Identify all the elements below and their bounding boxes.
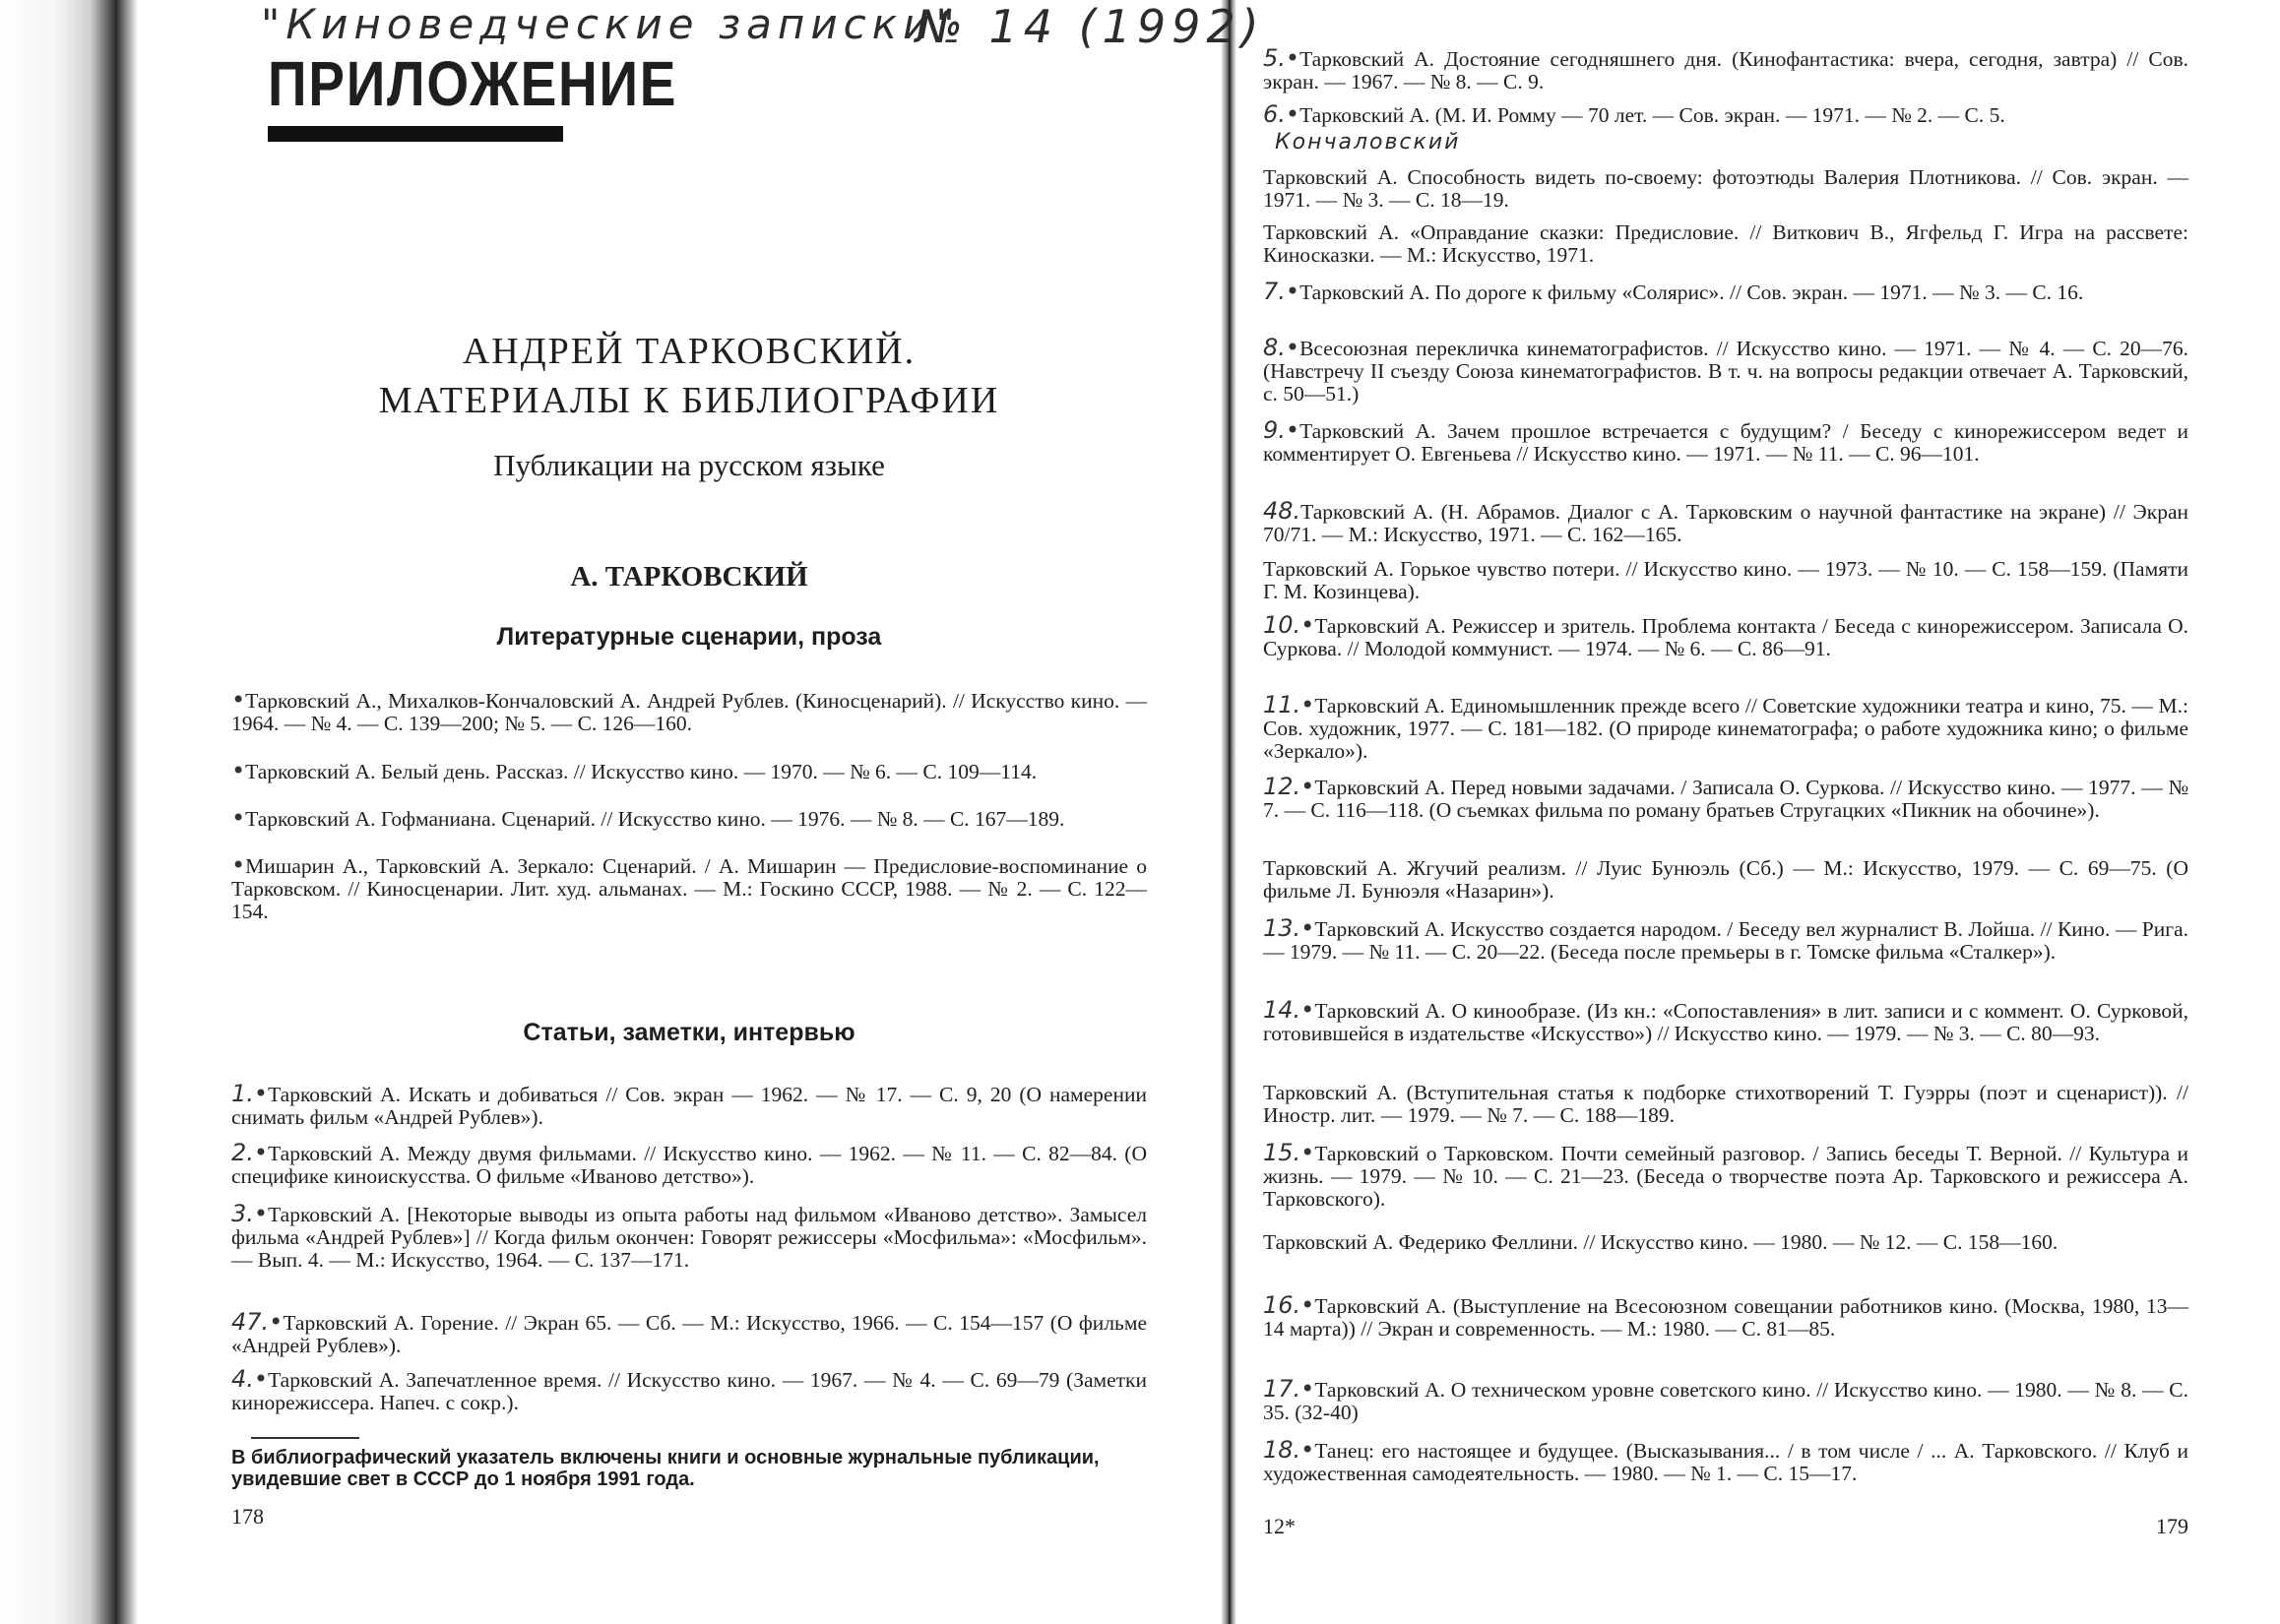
- entry-mark: •: [231, 757, 246, 784]
- list-item: [1263, 1081, 2188, 1127]
- entry-text: Тарковский А. Гофманиана. Сценарий. // Искусство кино. — 1976. — № 8. — С. 167—189.: [245, 807, 1065, 831]
- entry-text: Тарковский А. «Оправдание сказки: Предисловие. // Виткович В., Ягфельд Г. Игра на рассвете: Киносказки. — М.: Искусство, 1971.: [1263, 220, 2188, 267]
- list-item: [1263, 497, 2188, 546]
- entry-text: Тарковский А. Режиссер и зритель. Проблема контакта / Беседа с кинорежиссером. Записала О. Суркова. // Молодой коммунист. — 1974. — № 6. — С. 86—91.: [1263, 614, 2188, 660]
- entry-mark: 1.•: [231, 1080, 269, 1107]
- entry-text: Тарковский А. О кинообразе. (Из кн.: «Сопоставления» в лит. записи и с коммент. О. Сурковой, готовившейся в издательстве «Искусство») // Искусство кино. — 1979. — № 3. — С. 80—93.: [1263, 999, 2188, 1045]
- list-item: [1263, 1139, 2188, 1211]
- entry-text: Тарковский А. [Некоторые выводы из опыта работы над фильмом «Иваново детство». Замысел фильма «Андрей Рублев»] // Когда фильм окончен: Говорят режиссеры «Мосфильма»: «Мосфильм». — Вып. 4. — М.: Искусство, 1964. — С. 137—171.: [231, 1203, 1147, 1272]
- entry-mark: 47.•: [231, 1308, 284, 1336]
- entry-mark: 9.•: [1263, 416, 1300, 444]
- entry-text: Мишарин А., Тарковский А. Зеркало: Сценарий. / А. Мишарин — Предисловие-воспоминание о Тарковском. // Киносценарии. Лит. худ. альманах. — М.: Госкино СССР, 1988. — № 2. — С. 122—154.: [231, 854, 1147, 923]
- list-item: [1263, 278, 2188, 305]
- handwritten-issue-note: № 14 (1992): [916, 0, 1265, 53]
- entry-text: Тарковский А. (Н. Абрамов. Диалог с А. Тарковским о научной фантастике на экране) // Экран 70/71. — М.: Искусство, 1971. — С. 162—165.: [1263, 500, 2188, 546]
- entry-text: Тарковский А., Михалков-Кончаловский А. Андрей Рублев. (Киносценарий). // Искусство кино. — 1964. — № 4. — С. 139—200; № 5. — С. 126—160.: [231, 689, 1147, 735]
- list-item: [1263, 416, 2188, 466]
- entry-mark: 17.•: [1263, 1375, 1315, 1403]
- list-item: [1263, 611, 2188, 660]
- list-item: [1263, 165, 2188, 212]
- page-gutter: [1221, 0, 1236, 1624]
- list-item: [231, 757, 1147, 784]
- entry-text: Тарковский А. Искусство создается народом. / Беседу вел журналист В. Лойша. // Кино. — Рига. — 1979. — № 11. — С. 20—22. (Беседа после премьеры в г. Томске фильма «Сталкер»).: [1263, 917, 2188, 964]
- entry-mark: 16.•: [1263, 1291, 1315, 1319]
- entry-mark: 8.•: [1263, 334, 1300, 361]
- entry-text: Танец: его настоящее и будущее. (Высказывания... / в том числе / ... А. Тарковского. // Клуб и художественная самодеятельность. — 1980. — № 1. — С. 15—17.: [1263, 1439, 2188, 1485]
- entry-text: Тарковский А. Запечатленное время. // Искусство кино. — 1967. — № 4. — С. 69—79 (Заметки кинорежиссера. Напеч. с сокр.).: [231, 1368, 1147, 1414]
- list-item: [1263, 220, 2188, 267]
- list-item: [231, 804, 1147, 832]
- list-item: [231, 851, 1147, 923]
- entry-text: Тарковский А. Жгучий реализм. // Луис Бунюэль (Сб.) — М.: Искусство, 1979. — С. 69—75. (О фильме Л. Бунюэля «Назарин»).: [1263, 856, 2188, 903]
- entry-text: Тарковский А. Перед новыми задачами. / Записала О. Суркова. // Искусство кино. — 1977. — № 7. — С. 116—118. (О съемках фильма по роману братьев Стругацких «Пикник на обочине»).: [1263, 776, 2188, 822]
- entry-text: Тарковский А. По дороге к фильму «Солярис». // Сов. экран. — 1971. — № 3. — С. 16.: [1299, 281, 2084, 304]
- list-item: [1263, 1291, 2188, 1341]
- appendix-heading: ПРИЛОЖЕНИЕ: [268, 48, 678, 119]
- entry-text: Тарковский о Тарковском. Почти семейный разговор. / Запись беседы Т. Верной. // Культура и жизнь. — 1979. — № 10. — С. 21—23. (Беседа о творчестве поэта Ар. Тарковского и режиссера А. Тарковского).: [1263, 1142, 2188, 1211]
- list-item: [231, 686, 1147, 735]
- list-item: [1263, 1436, 2188, 1485]
- entry-text: Тарковский А. Зачем прошлое встречается с будущим? / Беседу с кинорежиссером ведет и комментирует О. Евгеньева // Искусство кино. — 1971. — № 11. — С. 96—101.: [1263, 419, 2188, 466]
- entry-mark: 11.•: [1263, 691, 1315, 718]
- entry-mark: 2.•: [231, 1139, 269, 1166]
- list-item: [1263, 773, 2188, 822]
- book-spine-shadow: [0, 0, 138, 1624]
- entry-mark: 5.•: [1263, 44, 1300, 72]
- list-item: [231, 1365, 1147, 1414]
- section-heading-scripts: Литературные сценарии, проза: [496, 623, 882, 651]
- list-item: [231, 1308, 1147, 1357]
- entry-text: Тарковский А. Горькое чувство потери. // Искусство кино. — 1973. — № 10. — С. 158—159. (Памяти Г. М. Козинцева).: [1263, 557, 2188, 603]
- handwritten-correction: Кончаловский: [1275, 130, 1461, 155]
- entry-mark: •: [231, 804, 246, 832]
- list-item: [1263, 691, 2188, 763]
- entry-mark: •: [231, 851, 246, 879]
- entry-text: Тарковский А. Единомышленник прежде всего // Советские художники театра и кино, 75. — М.: Сов. художник, 1977. — С. 181—182. (О природе кинематографа; о работе художника кино; о фильме «Зеркало»).: [1263, 694, 2188, 763]
- footnote-rule: [251, 1437, 359, 1439]
- entry-text: Тарковский А. Достояние сегодняшнего дня. (Кинофантастика: вчера, сегодня, завтра) // Сов. экран. — 1967. — № 8. — С. 9.: [1263, 47, 2188, 94]
- list-item: [1263, 334, 2188, 406]
- entry-mark: 6.•: [1263, 100, 1300, 128]
- author-heading: А. ТАРКОВСКИЙ: [570, 561, 808, 593]
- entry-text: Тарковский А. Белый день. Рассказ. // Искусство кино. — 1970. — № 6. — С. 109—114.: [245, 760, 1038, 783]
- entry-mark: 10.•: [1263, 611, 1315, 639]
- entry-mark: 18.•: [1263, 1436, 1315, 1464]
- entry-text: Тарковский А. (Выступление на Всесоюзном совещании работников кино. (Москва, 1980, 13—14 марта)) // Экран и современность. — М.: 1980. — С. 81—85.: [1263, 1294, 2188, 1341]
- list-item: [231, 1139, 1147, 1188]
- entry-text: Тарковский А. О техническом уровне советского кино. // Искусство кино. — 1980. — № 8. — С. 35. (32-40): [1263, 1378, 2188, 1424]
- entry-mark: •: [231, 686, 246, 714]
- entry-mark: 15.•: [1263, 1139, 1315, 1166]
- entry-mark: 13.•: [1263, 914, 1315, 942]
- entry-text: Тарковский А. Между двумя фильмами. // Искусство кино. — 1962. — № 11. — С. 82—84. (О специфике киноискусства. О фильме «Иваново детство»).: [231, 1142, 1147, 1188]
- list-item: [1263, 557, 2188, 603]
- section-heading-articles: Статьи, заметки, интервью: [523, 1019, 855, 1046]
- list-item: [1263, 1375, 2188, 1424]
- entry-mark: 3.•: [231, 1200, 269, 1227]
- list-item: [1263, 996, 2188, 1045]
- title-line-1: АНДРЕЙ ТАРКОВСКИЙ.: [462, 331, 917, 372]
- list-item: [1263, 44, 2188, 94]
- entry-text: Тарковский А. (М. И. Ромму — 70 лет. — Сов. экран. — 1971. — № 2. — С. 5.: [1299, 103, 2005, 127]
- entry-text: Тарковский А. Искать и добиваться // Сов. экран — 1962. — № 17. — С. 9, 20 (О намерении снимать фильм «Андрей Рублев»).: [231, 1083, 1147, 1129]
- printer-signature: 12*: [1263, 1514, 1296, 1538]
- list-item: [1263, 914, 2188, 964]
- list-item: [231, 1200, 1147, 1272]
- list-item: [1263, 856, 2188, 903]
- heading-rule: [268, 126, 563, 142]
- title-line-2: МАТЕРИАЛЫ К БИБЛИОГРАФИИ: [378, 380, 1000, 421]
- entry-mark: 12.•: [1263, 773, 1315, 800]
- page-number-right: 179: [2156, 1514, 2188, 1538]
- list-item: [1263, 100, 2188, 128]
- subtitle: Публикации на русском языке: [493, 448, 885, 482]
- entry-text: Тарковский А. Горение. // Экран 65. — Сб. — М.: Искусство, 1966. — С. 154—157 (О фильме «Андрей Рублев»).: [231, 1311, 1147, 1357]
- entry-mark: 14.•: [1263, 996, 1315, 1024]
- list-item: [1263, 1230, 2188, 1254]
- page-number-left: 178: [231, 1504, 264, 1529]
- handwritten-journal-note: "Киноведческие записки": [261, 0, 961, 48]
- entry-text: Тарковский А. Способность видеть по-своему: фотоэтюды Валерия Плотникова. // Сов. экран. — 1971. — № 3. — С. 18—19.: [1263, 165, 2188, 212]
- entry-mark: 4.•: [231, 1365, 269, 1393]
- list-item: [231, 1080, 1147, 1129]
- footnote: В библиографический указатель включены книги и основные журнальные публикации, увидевшие свет в СССР до 1 ноября 1991 года.: [231, 1447, 1100, 1490]
- entry-mark: 7.•: [1263, 278, 1300, 305]
- entry-text: Тарковский А. (Вступительная статья к подборке стихотворений Т. Гуэрры (поэт и сценарист)). // Иностр. лит. — 1979. — № 7. — С. 188—189.: [1263, 1081, 2188, 1127]
- entry-text: Тарковский А. Федерико Феллини. // Искусство кино. — 1980. — № 12. — С. 158—160.: [1263, 1230, 2058, 1254]
- entry-text: Всесоюзная перекличка кинематографистов. // Искусство кино. — 1971. — № 4. — С. 20—76. (Навстречу II съезду Союза кинематографистов. В т. ч. на вопросы редакции отвечает А. Тарковский, с. 50—51.): [1263, 337, 2188, 406]
- entry-mark: 48.: [1263, 497, 1301, 525]
